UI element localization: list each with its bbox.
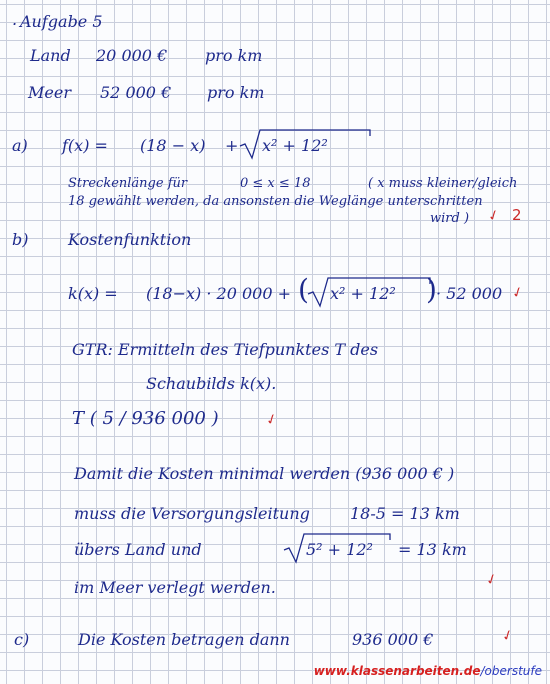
sea-cost: 52 000 € (100, 83, 172, 102)
task-bullet: . (12, 10, 18, 29)
check-mark-icon: ✓ (509, 283, 527, 303)
part-a-formula-plus: + (225, 136, 239, 155)
part-a-formula-root: x² + 12² (262, 136, 328, 155)
part-b-formula-root: x² + 12² (330, 284, 396, 303)
minimum-point: T ( 5 / 936 000 ) (72, 408, 219, 429)
check-mark-icon: ✓ (485, 206, 503, 226)
land-unit: pro km (205, 46, 263, 65)
sea-unit: pro km (207, 83, 265, 102)
part-a-formula-term: (18 − x) (140, 136, 206, 155)
conclusion-line-3b: = 13 km (398, 540, 467, 559)
part-a-note-3: wird ) (430, 211, 470, 226)
footer-watermark (314, 664, 542, 678)
part-b-label: b) (12, 230, 29, 249)
conclusion-line-1: Damit die Kosten minimal werden (936 000 € ) (74, 464, 455, 483)
part-a-note-domain: 0 ≤ x ≤ 18 (240, 176, 311, 191)
conclusion-line-2b: 18-5 = 13 km (350, 504, 460, 523)
part-c-value: 936 000 € (352, 630, 434, 649)
conclusion-line-2a: muss die Versorgungsleitung (74, 504, 310, 523)
big-paren-right: ) (426, 273, 437, 306)
footer-sub: /oberstufe (480, 664, 542, 678)
check-mark-icon: ✓ (483, 570, 501, 590)
part-b-heading: Kostenfunktion (68, 230, 192, 249)
part-b-formula-tail: · 52 000 (436, 284, 503, 303)
conclusion-line-3a: übers Land und (74, 540, 202, 559)
part-a-mark: 2 (512, 206, 522, 224)
conclusion-line-4: im Meer verlegt werden. (74, 578, 276, 597)
sea-label: Meer (28, 83, 71, 102)
part-c-text: Die Kosten betragen dann (78, 630, 290, 649)
conclusion-line-3-root: 5² + 12² (306, 540, 373, 559)
check-mark-icon: ✓ (499, 626, 517, 646)
part-a-note-2: 18 gewählt werden, da ansonsten die Weglänge unterschritten (68, 194, 483, 209)
land-cost: 20 000 € (96, 46, 168, 65)
part-a-formula-lhs: f(x) = (62, 136, 108, 155)
task-title: Aufgabe 5 (20, 12, 103, 31)
part-a-note-paren: ( x muss kleiner/gleich (368, 176, 518, 191)
big-paren-left: ( (298, 273, 309, 306)
check-mark-icon: ✓ (263, 410, 281, 430)
part-c-label: c) (14, 630, 30, 649)
part-b-formula-lhs: k(x) = (68, 284, 118, 303)
land-label: Land (30, 46, 71, 65)
footer-url: www.klassenarbeiten.de (313, 664, 481, 678)
part-a-label: a) (12, 136, 28, 155)
part-b-formula-term: (18−x) · 20 000 + (146, 284, 292, 303)
gtr-line-2: Schaubilds k(x). (146, 374, 277, 393)
part-a-note-1: Streckenlänge für (68, 176, 188, 191)
gtr-line-1: GTR: Ermitteln des Tiefpunktes T des (72, 340, 379, 359)
